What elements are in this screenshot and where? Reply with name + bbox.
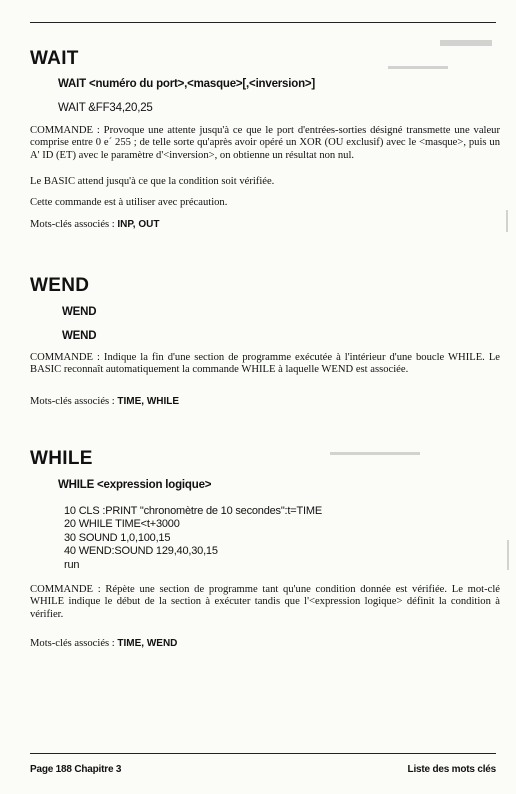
- code-line: run: [64, 558, 80, 571]
- related-label: Mots-clés associés :: [30, 396, 115, 407]
- bottom-rule: [30, 753, 496, 754]
- example-wait: WAIT &FF34,20,25: [58, 102, 153, 114]
- example-wend: WEND: [62, 330, 97, 342]
- footer-section-title: Liste des mots clés: [407, 764, 496, 775]
- description-wait: COMMANDE : Provoque une attente jusqu'à ce que le port d'entrées-sorties désigné transmette une valeur comprise entre 0 e´ 255 ; de telle sorte qu'après avoir opéré un XOR (OU exclusif) avec le <masque>, puis un A' ID (ET) avec le paramètre d'<inversion>, on obtienne un résultat non nul.: [30, 125, 500, 161]
- footer-page-number: Page 188 Chapitre 3: [30, 764, 122, 775]
- related-label: Mots-clés associés :: [30, 219, 115, 230]
- related-keys: TIME, WEND: [117, 638, 178, 649]
- scan-speck: [506, 210, 508, 232]
- code-line: 30 SOUND 1,0,100,15: [64, 531, 171, 544]
- syntax-wait: WAIT <numéro du port>,<masque>[,<inversion>]: [58, 78, 316, 90]
- scan-speck: [330, 452, 420, 455]
- code-line: 10 CLS :PRINT "chronomètre de 10 secondes":t=TIME: [64, 505, 322, 517]
- scan-speck: [507, 540, 509, 570]
- related-keys: TIME, WHILE: [117, 396, 180, 407]
- syntax-wend: WEND: [62, 306, 97, 318]
- section-heading-wend: WEND: [30, 275, 90, 296]
- code-line: 40 WEND:SOUND 129,40,30,15: [64, 545, 218, 558]
- note-wait-condition: Le BASIC attend jusqu'à ce que la condition soit vérifiée.: [30, 176, 275, 187]
- top-rule: [30, 22, 496, 23]
- related-keywords-wend: [30, 396, 179, 407]
- section-heading-wait: WAIT: [30, 48, 79, 69]
- related-label: Mots-clés associés :: [30, 638, 115, 649]
- scan-speck: [440, 40, 492, 46]
- description-while: COMMANDE : Répète une section de programme tant qu'une condition donnée est vérifiée. Le mot-clé WHILE indique le début de la section à exécuter tandis que l'<expression logique> définit la condition à vérifier.: [30, 584, 500, 620]
- related-keys: INP, OUT: [117, 219, 160, 230]
- code-example-while: [64, 505, 322, 572]
- note-wait-caution: Cette commande est à utiliser avec précaution.: [30, 197, 228, 208]
- syntax-while: WHILE <expression logique>: [58, 479, 212, 491]
- description-wend: COMMANDE : Indique la fin d'une section de programme exécutée à l'intérieur d'une boucle WHILE. Le BASIC reconnaît automatiquement la commande WHILE à laquelle WEND est associée.: [30, 352, 500, 376]
- related-keywords-wait: [30, 219, 159, 230]
- related-keywords-while: [30, 638, 177, 649]
- scan-speck: [388, 66, 448, 69]
- section-heading-while: WHILE: [30, 448, 93, 469]
- code-line: 20 WHILE TIME<t+3000: [64, 518, 180, 531]
